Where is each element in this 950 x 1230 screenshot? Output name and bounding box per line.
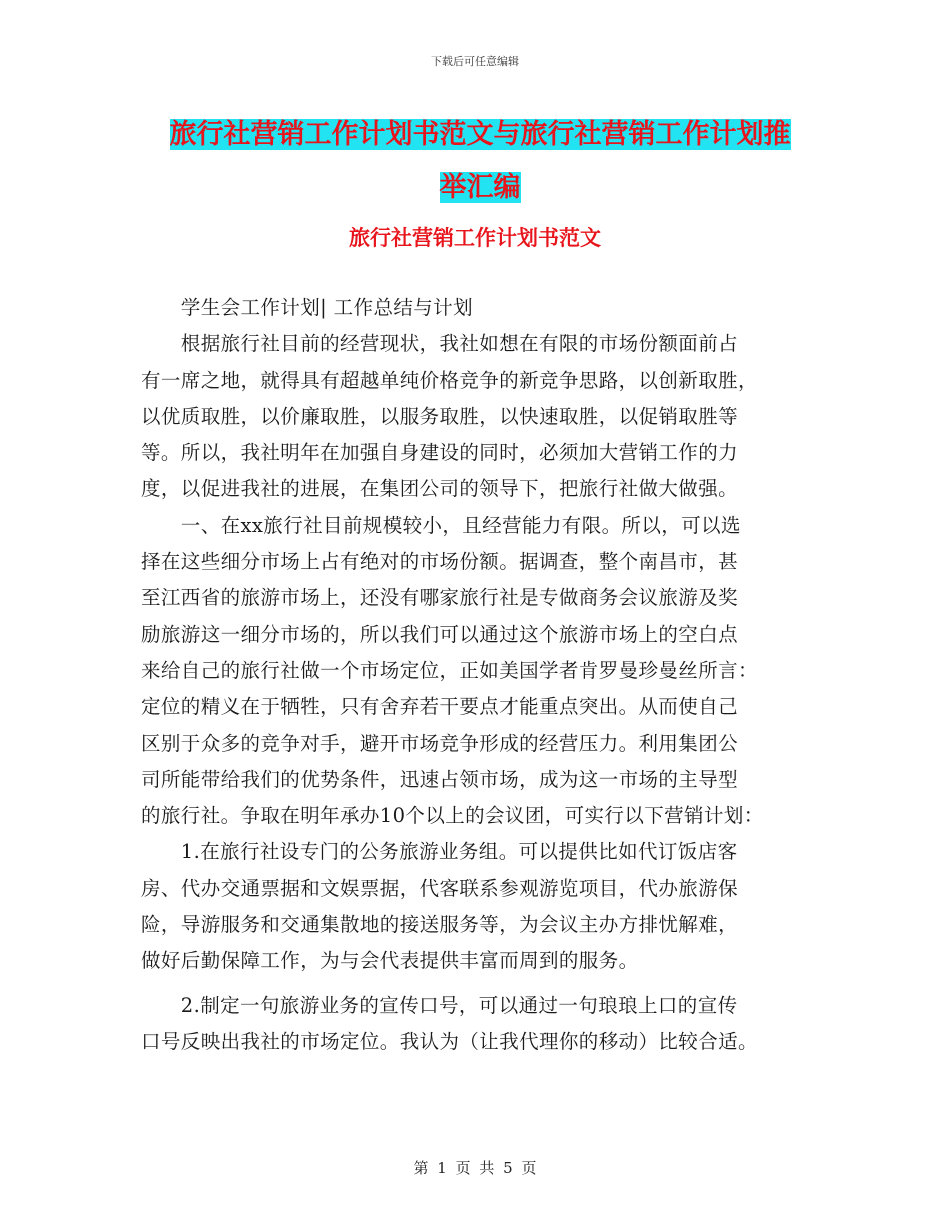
paragraph-gap [141,980,811,988]
body-line: 区别于众多的竞争对手，避开市场竞争形成的经营压力。利用集团公 [141,731,739,755]
body-line: 励旅游这一细分市场的，所以我们可以通过这个旅游市场上的空白点 [141,622,739,646]
body-line: 以优质取胜，以价廉取胜，以服务取胜，以快速取胜，以促销取胜等 [141,404,739,428]
body-line: 有一席之地，就得具有超越单纯价格竞争的新竞争思路，以创新取胜， [141,368,758,392]
body-line: 1.在旅行社设专门的公务旅游业务组。可以提供比如代订饭店客 [141,840,738,864]
title-line-1: 旅行社营销工作计划书范文与旅行社营销工作计划推 [169,119,791,150]
body-line: 学生会工作计划| 工作总结与计划 [141,296,473,319]
header-note: 下载后可任意编辑 [431,55,519,68]
body-line: 等。所以，我社明年在加强自身建设的同时，必须加大营销工作的力 [141,441,739,465]
body-line: 的旅行社。争取在明年承办10个以上的会议团，可实行以下营销计划： [141,804,764,828]
page-footer: 第 1 页 共 5 页 [413,1159,537,1177]
body-line: 定位的精义在于牺牲，只有舍弃若干要点才能重点突出。从而使自己 [141,695,739,719]
body-line: 司所能带给我们的优势条件，迅速占领市场，成为这一市场的主导型 [141,767,739,791]
document-title [140,108,820,214]
body-line: 险，导游服务和交通集散地的接送服务等，为会议主办方排忧解难， [141,913,739,937]
body-text [141,290,811,1060]
body-line: 择在这些细分市场上占有绝对的市场份额。据调查，整个南昌市，甚 [141,550,739,574]
body-line: 房、代办交通票据和文娱票据，代客联系参观游览项目，代办旅游保 [141,876,739,900]
body-line: 做好后勤保障工作，为与会代表提供丰富而周到的服务。 [141,949,639,973]
body-line: 根据旅行社目前的经营现状，我社如想在有限的市场份额面前占 [141,332,739,356]
body-line: 度，以促进我社的进展，在集团公司的领导下，把旅行社做大做强。 [141,477,739,501]
body-line: 2.制定一句旅游业务的宣传口号，可以通过一句琅琅上口的宣传 [141,993,738,1017]
body-line: 来给自己的旅行社做一个市场定位，正如美国学者肯罗曼珍曼丝所言： [141,658,758,682]
section-title: 旅行社营销工作计划书范文 [349,225,601,250]
body-line: 至江西省的旅游市场上，还没有哪家旅行社是专做商务会议旅游及奖 [141,586,739,610]
body-line: 口号反映出我社的市场定位。我认为（让我代理你的移动）比较合适。 [141,1029,758,1053]
body-line: 一、在xx旅行社目前规模较小，且经营能力有限。所以，可以选 [141,513,741,537]
title-line-2: 举汇编 [439,172,521,203]
